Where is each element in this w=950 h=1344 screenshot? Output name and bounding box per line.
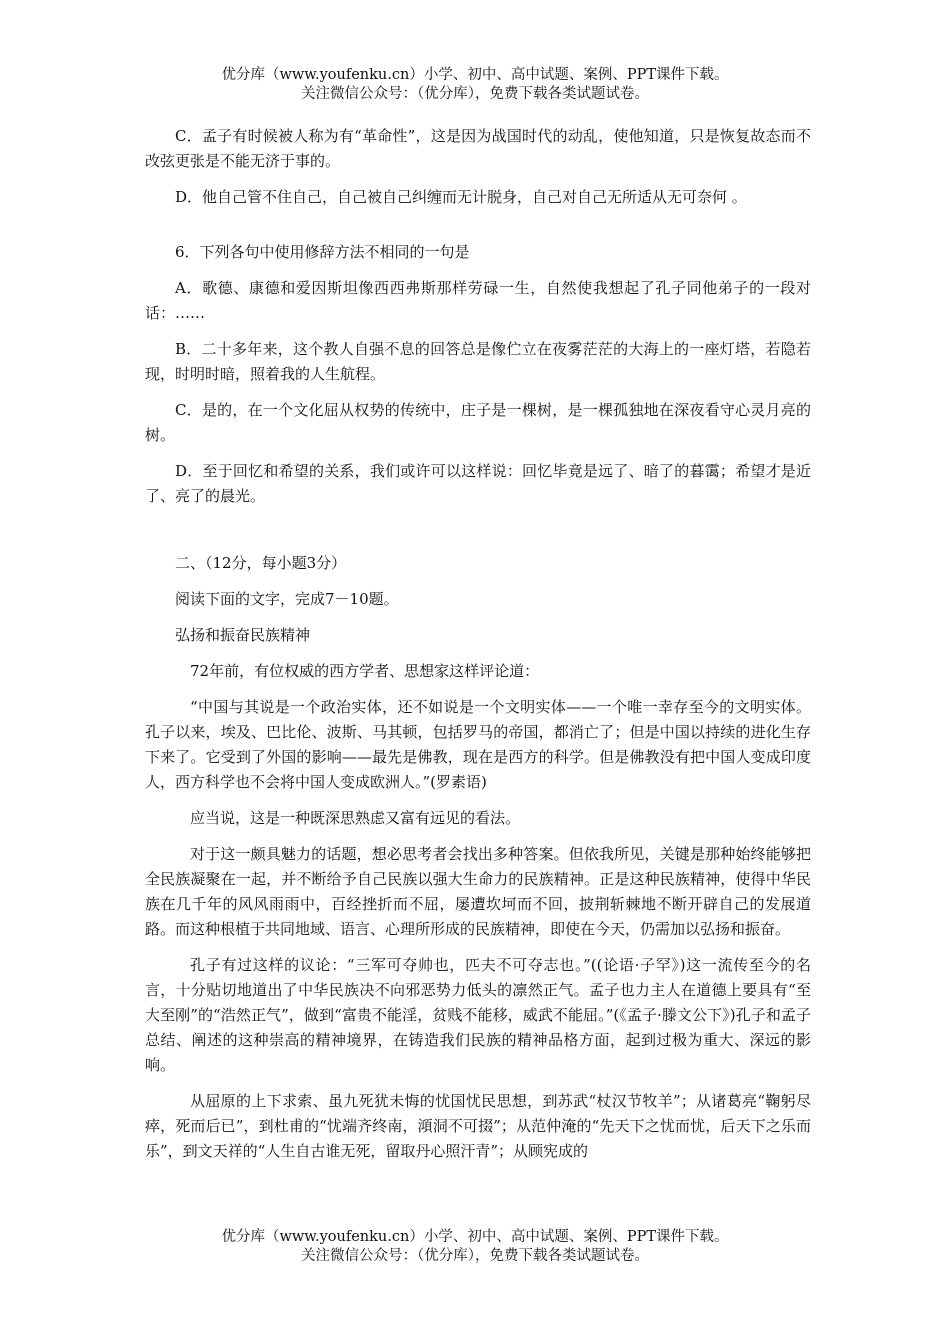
- q5-option-d: D．他自己管不住自己，自己被自己纠缠而无计脱身，自己对自己无所适从无可奈何 。: [175, 188, 747, 206]
- reading-instruction: 阅读下面的文字，完成7－10题。: [175, 590, 399, 608]
- article-paragraph-3: 对于这一颇具魅力的话题，想必思考者会找出多种答案。但依我所见，关键是那种始终能够把全民族凝聚在一起，并不断给予自己民族以强大生命力的民族精神。正是这种民族精神，使得中华民族在几千年的风风雨雨中，百经挫折而不屈，屡遭坎坷而不回，披荆斩棘地不断开辟自己的发展道路。而这种根植于共同地域、语言、心理所形成的民族精神，即使在今天，仍需加以弘扬和振奋。: [145, 845, 811, 938]
- article-paragraph-5: 从屈原的上下求索、虽九死犹未悔的忧国忧民思想，到苏武“杖汉节牧羊”；从诸葛亮“鞠躬尽瘁，死而后已”，到杜甫的“忧端齐终南，澒洞不可掇”；从范仲淹的“先天下之忧而忧，后天下之乐而乐”，到文天祥的“人生自古谁无死，留取丹心照汗青”；从顾宪成的: [145, 1092, 811, 1160]
- q5-option-c: C．孟子有时候被人称为有“革命性”，这是因为战国时代的动乱，使他知道，只是恢复故态而不改弦更张是不能无济于事的。: [145, 127, 811, 170]
- header-line-1: 优分库（www.youfenku.cn）小学、初中、高中试题、案例、PPT课件下载。: [221, 67, 729, 83]
- q6-stem: 6．下列各句中使用修辞方法不相同的一句是: [175, 243, 470, 261]
- article-paragraph-1: 72年前，有位权威的西方学者、思想家这样评论道：: [190, 662, 540, 680]
- footer-line-1: 优分库（www.youfenku.cn）小学、初中、高中试题、案例、PPT课件下载。: [221, 1229, 729, 1245]
- q6-option-c: C．是的，在一个文化屈从权势的传统中，庄子是一棵树，是一棵孤独地在深夜看守心灵月亮的树。: [145, 401, 811, 444]
- q6-option-b: B．二十多年来，这个教人自强不息的回答总是像伫立在夜雾茫茫的大海上的一座灯塔，若隐若现，时明时暗，照着我的人生航程。: [145, 340, 811, 383]
- q6-option-a: A．歌德、康德和爱因斯坦像西西弗斯那样劳碌一生，自然使我想起了孔子同他弟子的一段对话：……: [145, 279, 811, 322]
- footer-line-2: 关注微信公众号：（优分库），免费下载各类试题试卷。: [301, 1248, 649, 1264]
- document-body: [145, 124, 811, 1175]
- page-header: [0, 66, 950, 104]
- article-paragraph-2: 应当说，这是一种既深思熟虑又富有远见的看法。: [190, 809, 521, 827]
- article-paragraph-4: 孔子有过这样的议论：“三军可夺帅也，匹夫不可夺志也。”((论语·子罕》)这一流传至今的名言，十分贴切地道出了中华民族决不向邪恶势力低头的凛然正气。孟子也力主人在道德上要具有“至大至刚”的“浩然正气”，做到“富贵不能淫，贫贱不能移，威武不能屈。”(《孟子·滕文公下》)孔子和孟子总结、阐述的这种崇高的精神境界，在铸造我们民族的精神品格方面，起到过极为重大、深远的影响。: [145, 956, 811, 1074]
- q6-option-d: D．至于回忆和希望的关系，我们或许可以这样说：回忆毕竟是远了、暗了的暮霭；希望才是近了、亮了的晨光。: [145, 462, 811, 505]
- article-quote: “中国与其说是一个政治实体，还不如说是一个文明实体——一个唯一幸存至今的文明实体。孔子以来，埃及、巴比伦、波斯、马其顿，包括罗马的帝国，都消亡了；但是中国以持续的进化生存下来了。它受到了外国的影响——最先是佛教，现在是西方的科学。但是佛教没有把中国人变成印度人，西方科学也不会将中国人变成欧洲人。”(罗素语): [145, 698, 811, 791]
- section-2-heading: 二、（12分，每小题3分）: [175, 554, 347, 572]
- article-title: 弘扬和振奋民族精神: [175, 626, 311, 644]
- page-footer: [0, 1228, 950, 1266]
- header-line-2: 关注微信公众号：（优分库），免费下载各类试题试卷。: [301, 86, 649, 102]
